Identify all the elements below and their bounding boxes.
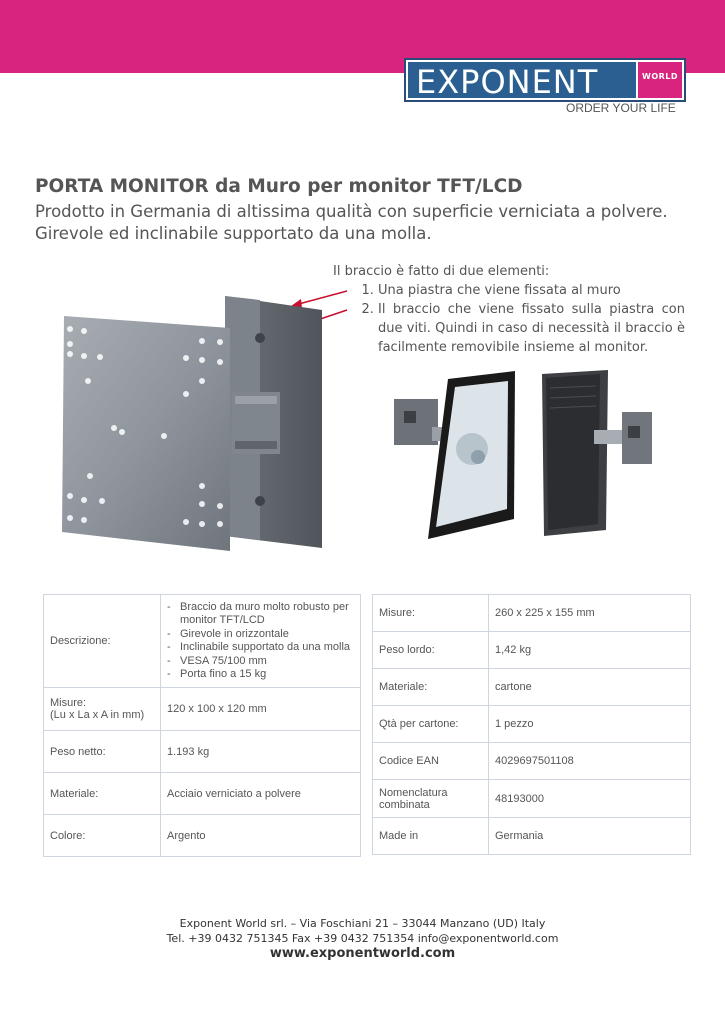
spec-key-line: Misure:	[50, 697, 87, 709]
table-row	[44, 731, 361, 773]
description-item: 1. Una piastra che viene fissata al muro	[378, 281, 685, 300]
spec-key	[44, 688, 161, 731]
spec-value: 1,42 kg	[489, 632, 691, 669]
feature-item: - Girevole in orizzontale	[167, 628, 354, 642]
spec-value: 4029697501108	[489, 743, 691, 780]
spec-key: Made in	[373, 818, 489, 855]
spec-key: Codice EAN	[373, 743, 489, 780]
spec-value: 260 x 225 x 155 mm	[489, 595, 691, 632]
description-intro: Il braccio è fatto di due elementi:	[333, 264, 550, 279]
table-row	[44, 773, 361, 815]
spec-value: cartone	[489, 669, 691, 706]
spec-key: Descrizione:	[44, 595, 161, 688]
spec-key-line: (Lu x La x A in mm)	[50, 709, 145, 721]
spec-value: 1 pezzo	[489, 706, 691, 743]
table-row	[373, 669, 691, 706]
table-row	[44, 815, 361, 857]
spec-value: 120 x 100 x 120 mm	[161, 688, 361, 731]
spec-key: Peso lordo:	[373, 632, 489, 669]
table-row	[373, 595, 691, 632]
spec-value: 48193000	[489, 780, 691, 818]
spec-value: Acciaio verniciato a polvere	[161, 773, 361, 815]
table-row	[373, 780, 691, 818]
description-list	[333, 281, 685, 357]
spec-key: Qtà per cartone:	[373, 706, 489, 743]
wall-bracket-image	[60, 296, 325, 551]
logo-text: EXPONENT	[416, 63, 599, 101]
logo-blue-block	[408, 62, 636, 101]
spec-value: Germania	[489, 818, 691, 855]
tagline: ORDER YOUR LIFE	[566, 101, 676, 115]
packaging-spec-table	[372, 594, 691, 855]
table-row	[373, 818, 691, 855]
feature-item: - Inclinabile supportato da una molla	[167, 641, 354, 655]
table-row	[44, 688, 361, 731]
feature-item: - VESA 75/100 mm	[167, 655, 354, 669]
subtitle-line-2: Girevole ed inclinabile supportato da una molla.	[35, 224, 432, 243]
spec-value: Argento	[161, 815, 361, 857]
table-row	[373, 632, 691, 669]
table-row	[44, 595, 361, 688]
product-subtitle	[35, 201, 725, 245]
spec-value	[161, 595, 361, 688]
logo-world-text: WORLD	[642, 72, 679, 81]
monitor-front-image	[392, 369, 517, 539]
product-spec-table	[43, 594, 361, 857]
table-row	[373, 706, 691, 743]
logo-world-block	[638, 62, 682, 98]
subtitle-line-1: Prodotto in Germania di altissima qualità con superficie verniciata a polvere.	[35, 202, 668, 221]
monitor-back-image	[540, 368, 662, 538]
description-item: 2. Il braccio che viene fissato sulla piastra con due viti. Quindi in caso di necessità il braccio è facilmente removibile insieme al monitor.	[378, 300, 685, 357]
spec-value: 1.193 kg	[161, 731, 361, 773]
spec-key: Peso netto:	[44, 731, 161, 773]
spec-key: Colore:	[44, 815, 161, 857]
exponent-logo	[404, 58, 686, 102]
footer-contact: Tel. +39 0432 751345 Fax +39 0432 751354 info@exponentworld.com	[166, 932, 559, 945]
spec-key: Materiale:	[44, 773, 161, 815]
spec-key: Nomenclatura combinata	[373, 780, 489, 818]
product-description	[333, 262, 685, 357]
footer	[0, 916, 725, 961]
feature-item: - Braccio da muro molto robusto per monitor TFT/LCD	[167, 601, 354, 628]
footer-address: Exponent World srl. – Via Foschiani 21 – 33044 Manzano (UD) Italy	[179, 917, 546, 930]
table-row	[373, 743, 691, 780]
feature-item: - Porta fino a 15 kg	[167, 668, 354, 682]
spec-key: Misure:	[373, 595, 489, 632]
footer-website-link[interactable]: www.exponentworld.com	[269, 946, 456, 961]
product-title: PORTA MONITOR da Muro per monitor TFT/LCD	[35, 176, 523, 197]
spec-key: Materiale:	[373, 669, 489, 706]
feature-list	[167, 601, 354, 682]
